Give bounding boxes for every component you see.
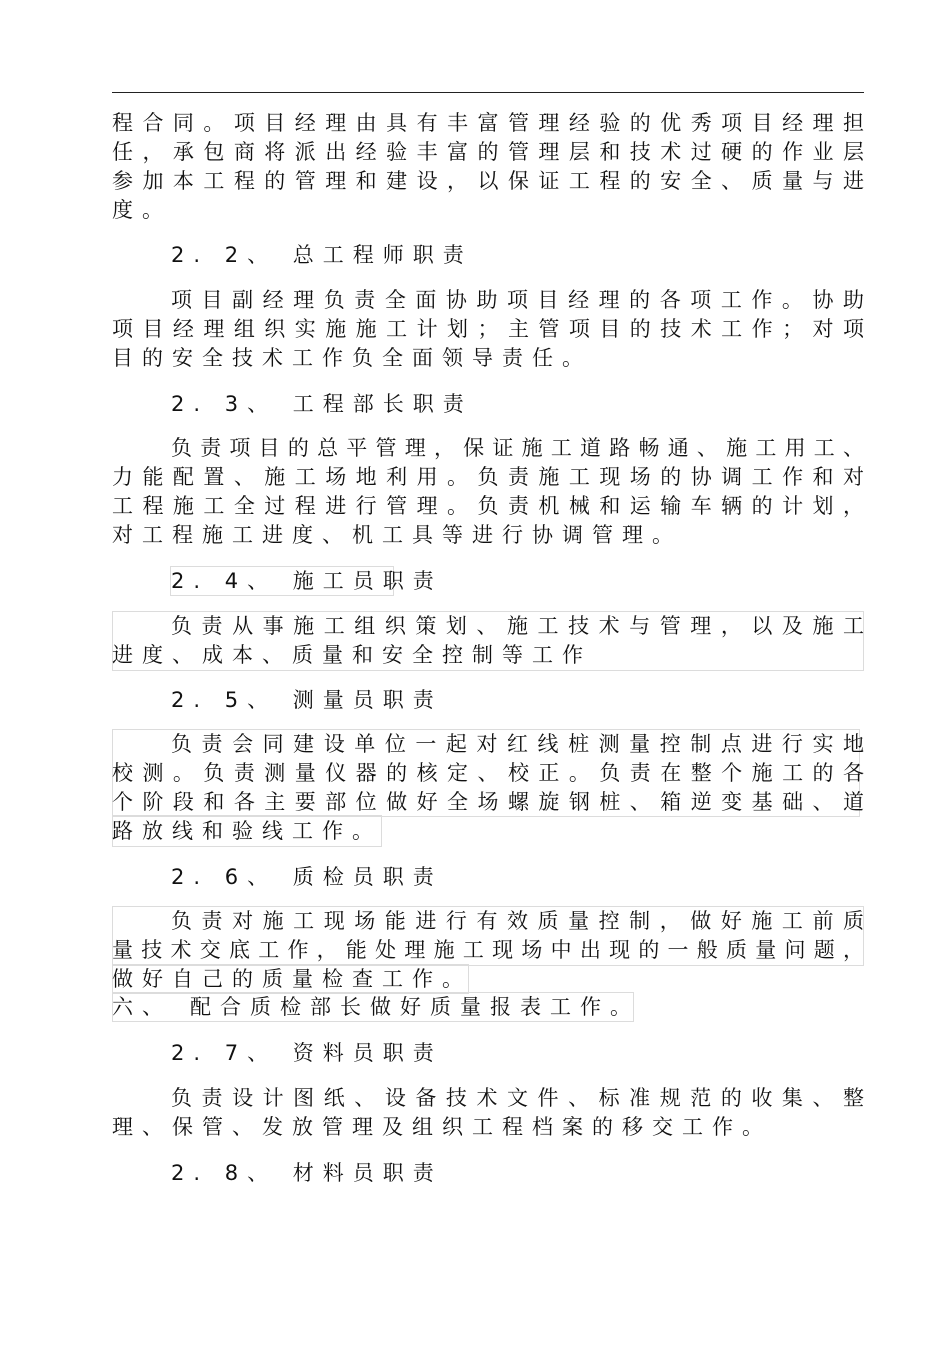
paragraph-line: 项目副经理负责全面协助项目经理的各项工作。协助 [171, 288, 864, 312]
paragraph-line: 进度、成本、质量和安全控制等工作 [112, 643, 592, 667]
section-heading-2-5: 2. 5、 测量员职责 [171, 688, 443, 712]
list-item-text: 配合质检部长做好质量报表工作。 [190, 995, 640, 1019]
paragraph-line: 量技术交底工作，能处理施工现场中出现的一般质量问题， [112, 938, 864, 962]
paragraph-line: 路放线和验线工作。 [112, 819, 382, 843]
paragraph-line: 度。 [112, 198, 172, 222]
paragraph-line: 目的安全技术工作负全面领导责任。 [112, 346, 592, 370]
paragraph-line: 任，承包商将派出经验丰富的管理层和技术过硬的作业层 [112, 140, 864, 164]
paragraph-line: 力能配置、施工场地利用。负责施工现场的协调工作和对 [112, 465, 864, 489]
paragraph-line: 参加本工程的管理和建设，以保证工程的安全、质量与进 [112, 169, 864, 193]
paragraph-line: 程合同。项目经理由具有丰富管理经验的优秀项目经理担 [112, 111, 864, 135]
section-heading-2-6: 2. 6、 质检员职责 [171, 865, 443, 889]
paragraph-line: 负责会同建设单位一起对红线桩测量控制点进行实地 [171, 732, 864, 756]
paragraph-line: 做好自己的质量检查工作。 [112, 967, 472, 991]
header-rule [112, 92, 864, 93]
paragraph-line: 对工程施工进度、机工具等进行协调管理。 [112, 523, 682, 547]
section-heading-2-3: 2. 3、 工程部长职责 [171, 392, 473, 416]
paragraph-line: 负责从事施工组织策划、施工技术与管理，以及施工 [171, 614, 864, 638]
paragraph-line: 负责对施工现场能进行有效质量控制，做好施工前质 [171, 909, 864, 933]
paragraph-line: 负责设计图纸、设备技术文件、标准规范的收集、整 [171, 1086, 864, 1110]
section-heading-2-8: 2. 8、 材料员职责 [171, 1161, 443, 1185]
paragraph-line: 校测。负责测量仪器的核定、校正。负责在整个施工的各 [112, 761, 864, 785]
section-heading-2-4: 2. 4、 施工员职责 [171, 569, 443, 593]
paragraph-line: 负责项目的总平管理，保证施工道路畅通、施工用工、 [171, 436, 864, 460]
list-marker: 六、 [112, 995, 172, 1019]
paragraph-line: 项目经理组织实施施工计划；主管项目的技术工作；对项 [112, 317, 864, 341]
paragraph-line: 工程施工全过程进行管理。负责机械和运输车辆的计划， [112, 494, 864, 518]
paragraph-line: 个阶段和各主要部位做好全场螺旋钢桩、箱逆变基础、道 [112, 790, 864, 814]
section-heading-2-7: 2. 7、 资料员职责 [171, 1041, 443, 1065]
section-heading-2-2: 2. 2、 总工程师职责 [171, 243, 473, 267]
paragraph-line: 理、保管、发放管理及组织工程档案的移交工作。 [112, 1115, 772, 1139]
